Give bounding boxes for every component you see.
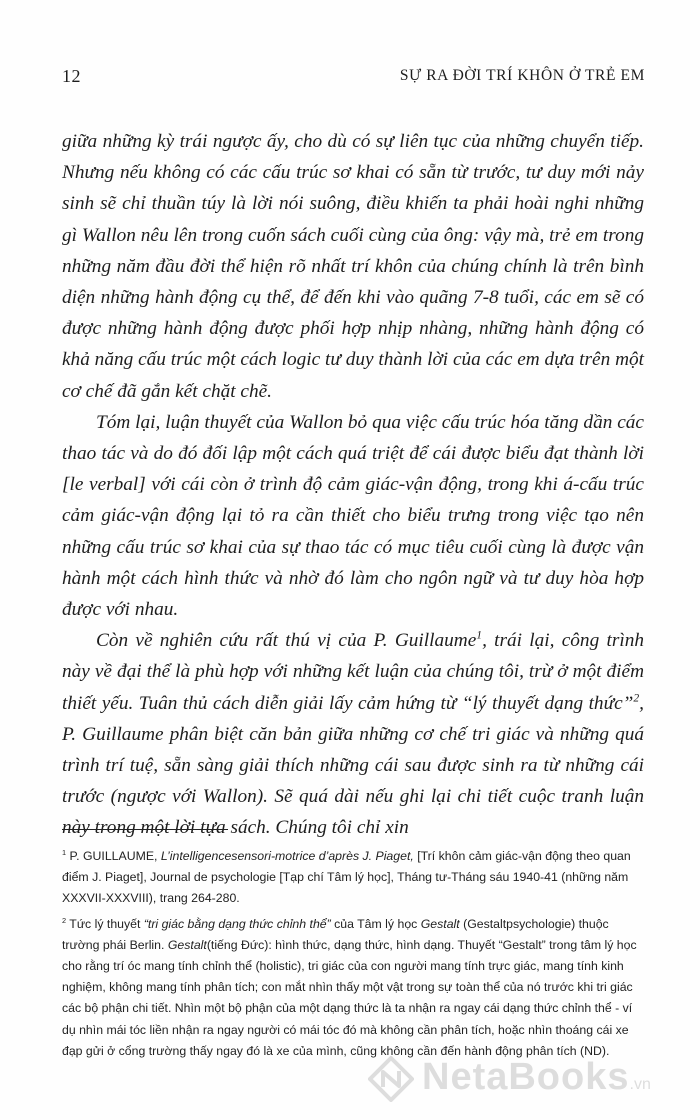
watermark-text [422, 1056, 651, 1099]
paragraph-text: , P. Guillaume phân biệt căn bản giữa những cơ chế tri giác và những quá trình trí tuệ, sẵn sàng giải thích những cái sau được sinh ra từ những cái trước (ngược với Wallon). Sẽ quá dài nếu ghi lại chi tiết cuộc tranh luận này trong một lời tựa sách. Chúng tôi chỉ xin [62, 692, 644, 839]
watermark-brand: NetaBooks [422, 1056, 630, 1098]
footnote [62, 914, 644, 1062]
page-header [62, 66, 645, 90]
footnote-emphasis: Gestalt [420, 916, 460, 931]
footnote-mark: 2 [62, 915, 67, 925]
footnote-divider [62, 829, 228, 830]
paragraph: giữa những kỳ trái ngược ấy, cho dù có sự liên tục của những chuyển tiếp. Nhưng nếu không có các cấu trúc sơ khai có sẵn từ trước, tư duy mới nảy sinh sẽ chỉ thuần túy là lời nói suông, điều khiến ta phải hoài nghi những gì Wallon nêu lên trong cuốn sách cuối cùng của ông: vậy mà, trẻ em trong những năm đầu đời thể hiện rõ nhất trí khôn của chúng chính là trên bình diện những hành động cụ thể, để đến khi vào quãng 7-8 tuổi, các em sẽ có được những hành động được phối hợp nhịp nhàng, những hành động có khả năng cấu trúc một cách logic tư duy thành lời của các em dựa trên một cơ chế đã gắn kết chặt chẽ. [62, 131, 644, 402]
footnote-text: (tiếng Đức): hình thức, dạng thức, hình dạng. Thuyết “Gestalt” trong tâm lý học cho rằng trí óc mang tính chỉnh thể (holistic), tri giác của con người mang tính trực giác, mang tính kinh nghiệm, không mang tính phân tích; con mắt nhìn thấy một vật trong sự toàn thể của nó trước khi tri giác các bộ phận chi tiết. Nhìn một bộ phận của một dạng thức là ta nhận ra ngay cái dạng thức chỉnh thể - ví dụ nhìn mái tóc liền nhận ra ngay người có mái tóc đó mà không cần phân tích, hoặc nhìn thoáng cái xe đạp gửi ở cổng trường thấy ngay đó là xe của mình, cũng không cần đến hành động phân tích (ND). [62, 937, 637, 1058]
footnote-text: của Tâm lý học [330, 916, 421, 931]
footnote-reference[interactable]: 1 [476, 628, 483, 642]
paragraph-text: , trái lại, công trình này về đại thể là phù hợp với những kết luận của chúng tôi, trừ ở một điểm thiết yếu. Tuân thủ cách diễn giải lấy cảm hứng từ “lý thuyết dạng thức” [62, 630, 644, 714]
watermark-suffix: .vn [629, 1076, 651, 1093]
running-title: SỰ RA ĐỜI TRÍ KHÔN Ở TRẺ EM [399, 67, 645, 84]
footnote-text: [Trí khôn cảm giác-vận động theo quan điểm J. Piaget], Journal de psychologie [Tạp chí Tâm lý học], Tháng tư-Tháng sáu 1940-41 (những năm XXXVII-XXXVIII), trang 264-280. [62, 849, 631, 906]
paragraph-text: Còn về nghiên cứu rất thú vị của P. Guillaume [96, 630, 477, 652]
footnote-emphasis: “tri giác bằng dạng thức chỉnh thể” [143, 916, 331, 931]
paragraph: Tóm lại, luận thuyết của Wallon bỏ qua việc cấu trúc hóa tăng dần các thao tác và do đó đối lập một cách quá triệt để cái được biểu đạt thành lời [le verbal] với cái còn ở trình độ cảm giác-vận động, trong khi á-cấu trúc cảm giác-vận động lại tỏ ra cần thiết cho biểu trưng trong việc tạo nên những cấu trúc sơ khai của sự thao tác có mục tiêu cuối cùng là được vận hành một cách hình thức và nhờ đó làm cho ngôn ngữ và tư duy hòa hợp được với nhau. [62, 411, 644, 621]
footnote-text: Tức lý thuyết [66, 916, 144, 931]
footnote [62, 846, 644, 910]
body-text [62, 126, 644, 844]
footnote-text: (Gestaltpsychologie) thuộc trường phái Berlin. [62, 916, 609, 952]
footnote-mark: 1 [62, 847, 67, 857]
footnotes [62, 846, 644, 1066]
watermark [368, 1050, 688, 1110]
footnote-emphasis: Gestalt [167, 937, 207, 952]
paragraph [62, 625, 644, 843]
page-number: 12 [62, 66, 81, 86]
footnote-text: P. GUILLAUME, [66, 849, 161, 863]
netabooks-logo-icon [368, 1056, 414, 1102]
footnote-reference[interactable]: 2 [633, 691, 640, 705]
footnote-title: L’intelligencesensori-motrice d’après J. Piaget, [160, 849, 414, 863]
